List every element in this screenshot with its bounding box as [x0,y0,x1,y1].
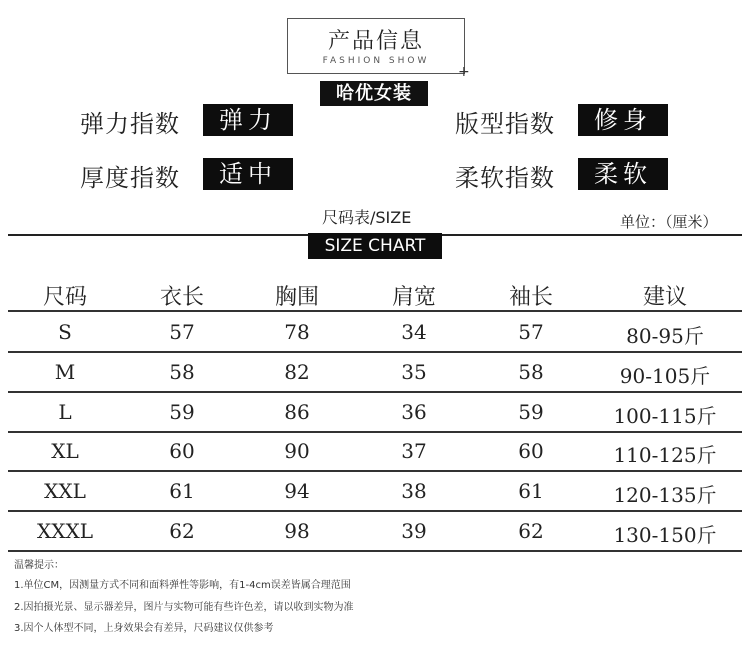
brand-label: 哈优女装 [320,81,428,106]
notes-heading: 温馨提示： [14,560,64,571]
thickness-index-value: 适中 [203,158,293,190]
table-rule [8,431,742,433]
cell-shoulder: 39 [401,519,427,543]
cell-suggestion: 100-115斤 [613,404,717,428]
unit-label: 单位：（厘米） [620,213,718,231]
page-title: 产品信息 [327,29,424,54]
cell-size: S [58,320,72,344]
cell-size: M [54,360,76,384]
cell-chest: 94 [284,479,310,503]
header-suggestion: 建议 [642,285,687,310]
elasticity-index-label: 弹力指数 [80,110,180,138]
table-rule [8,510,742,512]
cell-shoulder: 34 [401,320,427,344]
cell-sleeve: 62 [518,519,544,543]
elasticity-index-value: 弹力 [203,104,293,136]
table-rule [8,470,742,472]
cell-sleeve: 59 [518,400,544,424]
cell-chest: 82 [284,360,310,384]
note-item: 3.因个人体型不同，上身效果会有差异，尺码建议仅供参考 [14,623,274,634]
header-length: 衣长 [159,285,204,310]
table-rule [8,550,742,552]
cell-size: XL [51,439,79,463]
header-shoulder: 肩宽 [391,285,436,310]
cell-sleeve: 57 [518,320,544,344]
cell-length: 61 [169,479,195,503]
table-rule [8,391,742,393]
cell-length: 62 [169,519,195,543]
cell-length: 59 [169,400,195,424]
note-item: 2.因拍摄光景、显示器差异，图片与实物可能有些许色差，请以收到实物为准 [14,602,354,613]
table-rule [8,310,742,312]
cell-size: L [58,400,72,424]
cell-shoulder: 35 [401,360,427,384]
cell-length: 60 [169,439,195,463]
table-rule [8,351,742,353]
plus-mark: + [458,64,470,80]
cell-suggestion: 90-105斤 [619,364,711,388]
cell-sleeve: 60 [518,439,544,463]
softness-index-value: 柔软 [578,158,668,190]
cell-sleeve: 61 [518,479,544,503]
header-sleeve: 袖长 [508,285,553,310]
cell-suggestion: 110-125斤 [613,443,717,467]
cell-shoulder: 37 [401,439,427,463]
cell-shoulder: 36 [401,400,427,424]
note-item: 1.单位CM，因测量方式不同和面料弹性等影响，有1-4cm误差皆属合理范围 [14,580,351,591]
header-chest: 胸围 [274,285,319,310]
fit-index-label: 版型指数 [455,110,555,138]
cell-chest: 78 [284,320,310,344]
cell-suggestion: 130-150斤 [613,523,717,547]
cell-length: 58 [169,360,195,384]
softness-index-label: 柔软指数 [455,164,555,192]
header-size: 尺码 [42,285,87,310]
cell-shoulder: 38 [401,479,427,503]
cell-suggestion: 80-95斤 [626,324,704,348]
cell-chest: 98 [284,519,310,543]
cell-length: 57 [169,320,195,344]
cell-sleeve: 58 [518,360,544,384]
cell-chest: 86 [284,400,310,424]
fit-index-value: 修身 [578,104,668,136]
cell-suggestion: 120-135斤 [613,483,717,507]
thickness-index-label: 厚度指数 [80,164,180,192]
cell-size: XXXL [37,519,93,543]
size-table-title: 尺码表/SIZE [322,208,412,227]
page-subtitle: FASHION SHOW [322,56,430,66]
cell-size: XXL [44,479,86,503]
size-chart-banner: SIZE CHART [308,233,442,259]
cell-chest: 90 [284,439,310,463]
